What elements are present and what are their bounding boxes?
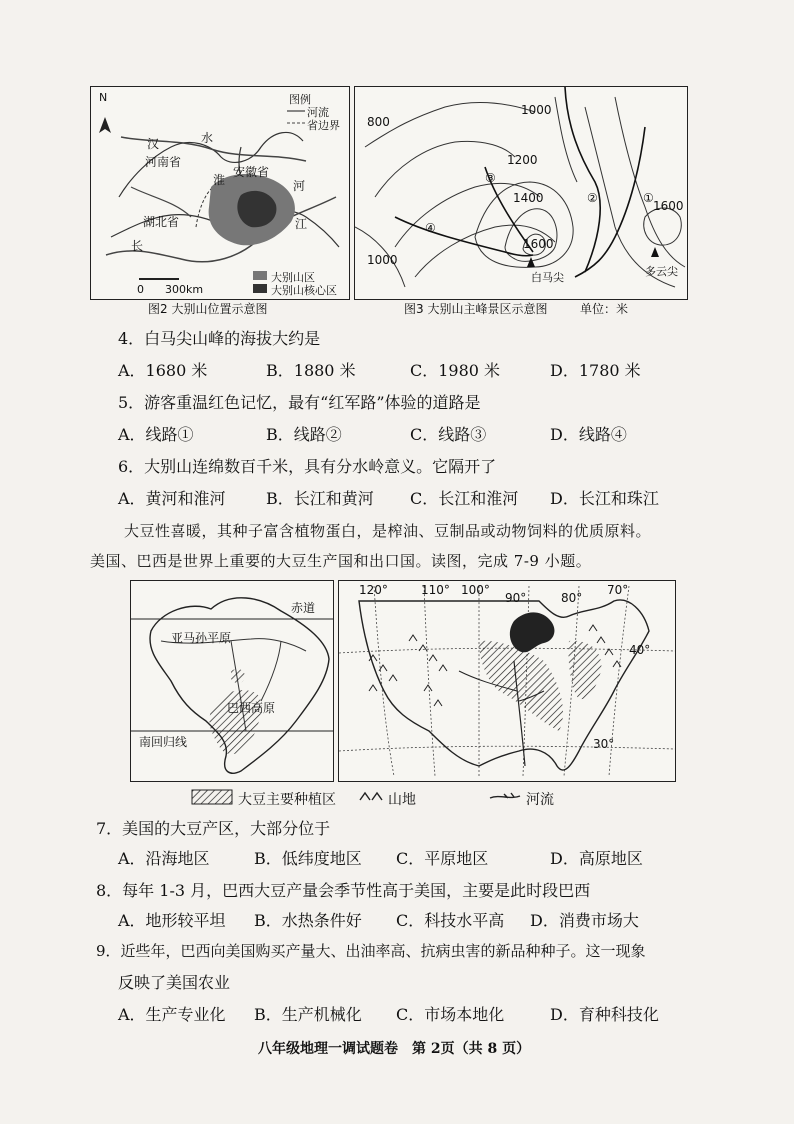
north-label: N (99, 91, 108, 104)
legend-title: 图例 (289, 93, 311, 106)
q6-option-d: D．长江和珠江 (550, 489, 659, 508)
figure-2-dabie-location-map (90, 86, 350, 300)
latitude-40: 40° (629, 643, 651, 657)
brazil-soybean-map (130, 580, 334, 782)
amazon-plain-label: 亚马孙平原 (171, 631, 232, 645)
legend-river-label: 河流 (526, 792, 554, 808)
longitude-90: 90° (505, 591, 527, 605)
q5-option-c: C．线路③ (410, 425, 487, 444)
q7-option-a: A．沿海地区 (118, 849, 210, 868)
question-6: 6．大别山连绵数百千米，具有分水岭意义。它隔开了 (118, 457, 497, 476)
soybean-map-legend (190, 786, 620, 808)
q4-option-c: C．1980 米 (410, 361, 501, 380)
figure-3-unit: 单位：米 (580, 302, 629, 316)
label-shui: 水 (201, 131, 214, 145)
contour-1600-peak: 1600 (523, 237, 554, 251)
usa-drawing (339, 581, 675, 781)
contour-1400: 1400 (513, 191, 544, 205)
contour-1000-north: 1000 (521, 103, 552, 117)
q4-option-d: D．1780 米 (550, 361, 641, 380)
label-anhui: 安徽省 (233, 165, 270, 179)
longitude-100: 100° (461, 583, 490, 597)
passage-line-1: 大豆性喜暖，其种子富含植物蛋白，是榨油、豆制品或动物饲料的优质原料。 (124, 522, 652, 540)
question-7: 7．美国的大豆产区，大部分位于 (96, 819, 331, 838)
label-chang: 长 (131, 239, 144, 253)
q8-option-a: A．地形较平坦 (118, 911, 226, 930)
q4-option-b: B．1880 米 (266, 361, 356, 380)
q5-option-a: A．线路① (118, 425, 194, 444)
scale-distance: 300km (165, 283, 204, 296)
label-huai: 淮 (213, 173, 226, 187)
q8-option-d: D．消费市场大 (530, 911, 639, 930)
legend-river-label: 河流 (307, 106, 329, 119)
baimajian-label: 白马尖 (531, 271, 564, 284)
q5-option-d: D．线路④ (550, 425, 627, 444)
north-arrow-icon (99, 117, 111, 133)
legend-mountain-label: 山地 (388, 792, 416, 808)
tropic-of-capricorn-label: 南回归线 (139, 735, 188, 749)
q8-option-c: C．科技水平高 (396, 911, 505, 930)
q6-option-a: A．黄河和淮河 (118, 489, 226, 508)
legend-border-label: 省边界 (307, 119, 340, 132)
route-3-marker: ③ (485, 171, 496, 185)
figure-3-caption: 图3 大别山主峰景区示意图 (404, 302, 548, 316)
q9-option-c: C．市场本地化 (396, 1005, 505, 1024)
route-2-marker: ② (587, 191, 598, 205)
figure-2-caption: 图2 大别山位置示意图 (148, 302, 268, 316)
question-4: 4．白马尖山峰的海拔大约是 (118, 329, 321, 348)
question-9-continued: 反映了美国农业 (118, 973, 231, 992)
q8-option-b: B．水热条件好 (254, 911, 362, 930)
legend-soy-label: 大豆主要种植区 (238, 792, 336, 808)
q9-option-b: B．生产机械化 (254, 1005, 362, 1024)
legend-core-label: 大别山核心区 (271, 284, 337, 297)
duoyunjian-label: 多云尖 (645, 265, 678, 278)
question-9: 9．近些年，巴西向美国购买产量大、出油率高、抗病虫害的新品种种子。这一现象 (96, 942, 646, 960)
equator-label: 赤道 (291, 601, 316, 615)
q7-option-d: D．高原地区 (550, 849, 643, 868)
contour-800: 800 (367, 115, 390, 129)
q7-option-c: C．平原地区 (396, 849, 489, 868)
baimajian-peak-icon (527, 257, 535, 267)
question-5: 5．游客重温红色记忆，最有“红军路”体验的道路是 (118, 393, 481, 412)
figure-3-contour-map (354, 86, 688, 300)
q9-option-d: D．育种科技化 (550, 1005, 659, 1024)
q9-option-a: A．生产专业化 (118, 1005, 226, 1024)
route-4-marker: ④ (425, 221, 436, 235)
soy-area-swatch-icon (192, 790, 232, 804)
latitude-30: 30° (593, 737, 615, 751)
label-henan: 河南省 (145, 155, 182, 169)
longitude-110: 110° (421, 583, 450, 597)
contour-1200: 1200 (507, 153, 538, 167)
river-symbol-icon (490, 793, 520, 798)
label-hubei: 湖北省 (143, 215, 180, 229)
longitude-80: 80° (561, 591, 583, 605)
brazilian-plateau-label: 巴西高原 (227, 701, 276, 715)
q4-option-a: A．1680 米 (118, 361, 208, 380)
route-1-marker: ① (643, 191, 654, 205)
duoyunjian-peak-icon (651, 247, 659, 257)
mountain-symbol-icon (360, 793, 382, 800)
usa-soybean-map (338, 580, 676, 782)
page-footer: 八年级地理一调试题卷 第 2页（共 8 页） (258, 1041, 531, 1057)
label-jiang: 江 (295, 217, 308, 231)
q6-option-c: C．长江和淮河 (410, 489, 519, 508)
contour-1000-southwest: 1000 (367, 253, 398, 267)
question-8: 8．每年 1-3 月，巴西大豆产量会季节性高于美国，主要是此时段巴西 (96, 881, 591, 900)
passage-line-2: 美国、巴西是世界上重要的大豆生产国和出口国。读图，完成 7-9 小题。 (90, 552, 592, 570)
longitude-70: 70° (607, 583, 629, 597)
label-han: 汉 (147, 137, 160, 151)
label-he: 河 (293, 179, 306, 193)
legend-mountain-label: 大别山区 (271, 271, 315, 284)
longitude-120: 120° (359, 583, 388, 597)
q7-option-b: B．低纬度地区 (254, 849, 362, 868)
scale-zero: 0 (137, 283, 144, 296)
q5-option-b: B．线路② (266, 425, 342, 444)
contour-1600-east: 1600 (653, 199, 684, 213)
q6-option-b: B．长江和黄河 (266, 489, 374, 508)
